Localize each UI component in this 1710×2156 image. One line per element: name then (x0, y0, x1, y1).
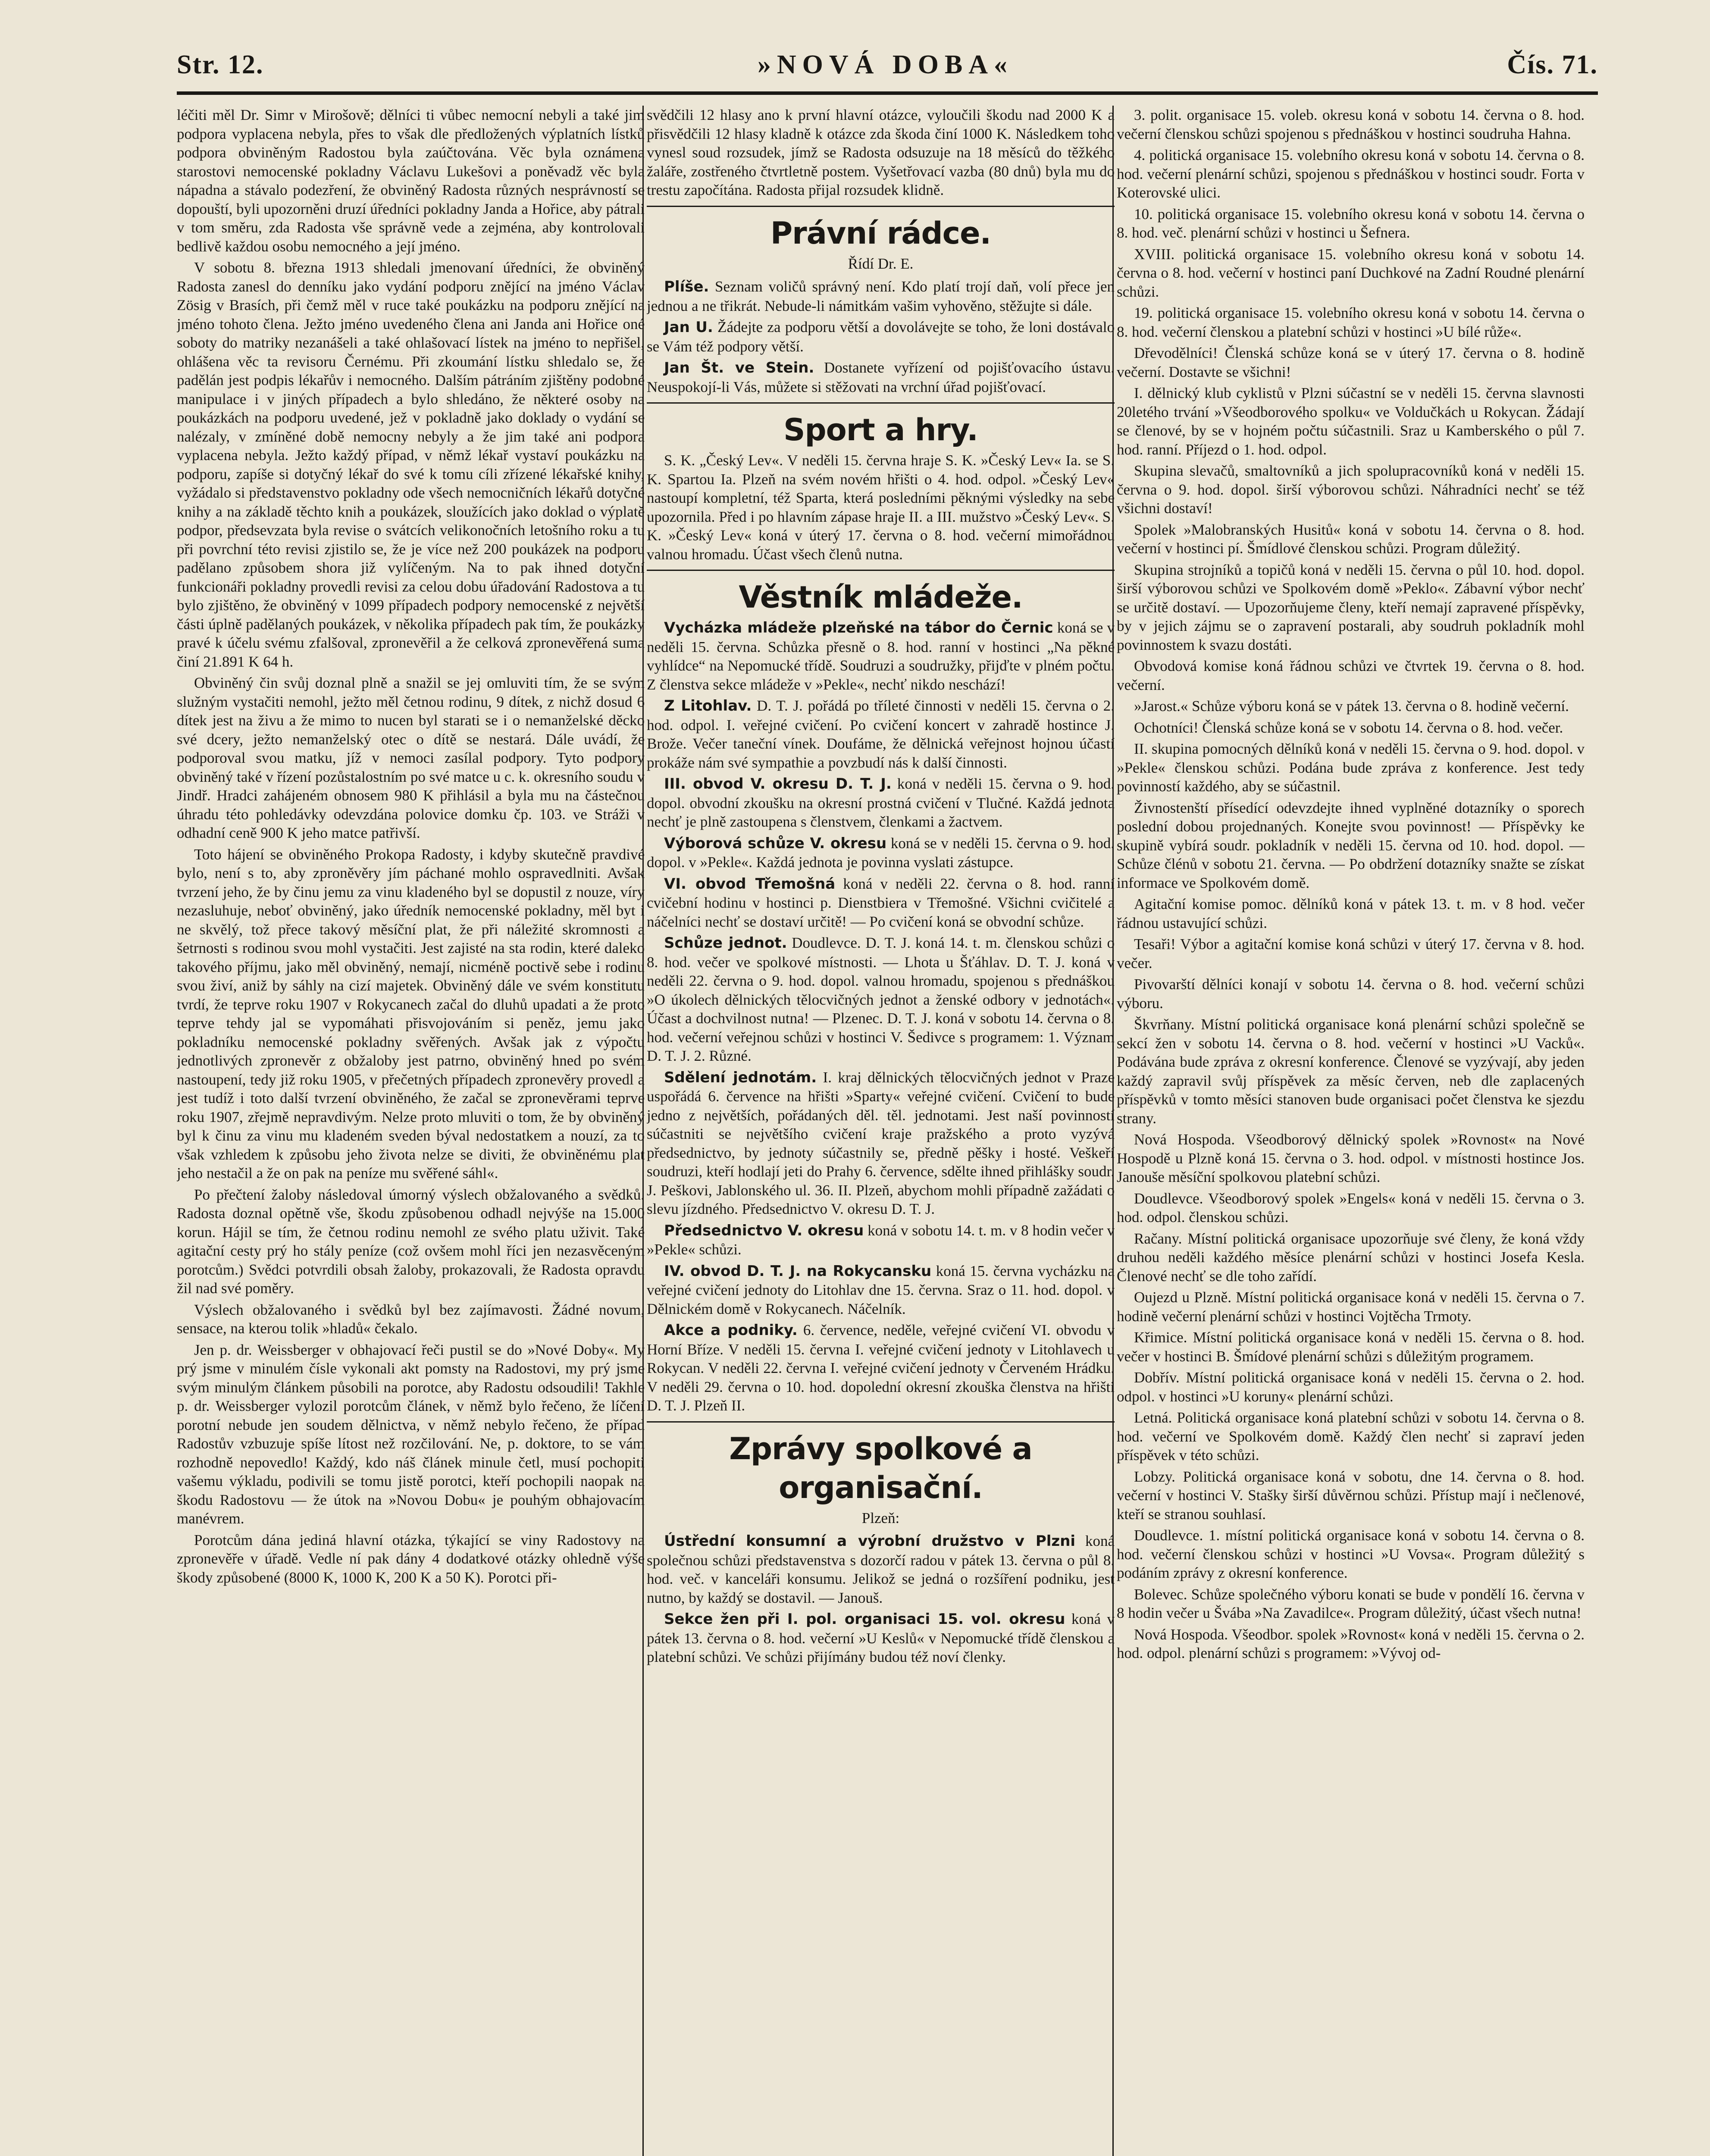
item-text: Dostanete vyřízení od pojišťovacího ústavu. Neuspokojí-li Vás, můžete si stěžovati na vrchní úřad pojišťovací. (647, 359, 1115, 395)
item-lead: Jan U. (664, 319, 713, 336)
section-heading-sport: Sport a hry. (783, 412, 978, 448)
newspaper-title: »NOVÁ DOBA« (757, 50, 1013, 79)
item-lead: Jan Št. ve Stein. (664, 359, 814, 376)
notice-paragraph: 19. politická organisace 15. volebního okresu koná v sobotu 14. června o 8. hod. večerní členskou a platební schůzi v hostinci »U bílé růže«. (1117, 304, 1585, 340)
item-text: koná v pátek 13. června o 8. hod. večerní »U Keslů« v Nepomucké třídě členskou a platební schůzi. Ve schůzi přijímány budou též noví členky. (647, 1611, 1115, 1665)
item-text: Doudlevce. D. T. J. koná 14. t. m. členskou schůzi o 8. hod. večer ve spolkové místnosti. — Lhota u Šťáhlav. D. T. J. koná v neděli 22. června o 9. hod. dopol. valnou hromadu, spojenou s přednáškou »O úkolech dělnických tělocvičných jednot a ženské odbory v jednotách«. Účast a dochvilnost nutna! — Plzenec. D. T. J. koná v sobotu 14. června o 8. hod. večerní veřejnou schůzi v hostinci V. Šedivce s programem: 1. Význam D. T. J. 2. Různé. (647, 934, 1115, 1064)
page-number: Str. 12. (177, 50, 264, 79)
section-subheading: Plzeň: (861, 1509, 900, 1526)
page-header (177, 43, 1598, 86)
item-text: koná 15. června vycházku na veřejné cvičení jednoty do Litohlav dne 15. června. Sraz o 11. hod. dopol. v Dělnickém domě v Rokycanech. Náčelník. (647, 1262, 1115, 1317)
article-paragraph: Porotcům dána jediná hlavní otázka, týkající se viny Radostovy na zpronevěře v úřadě. Vedle ní pak dány 4 dodatkové otázky ohledně výše škody způsobené (8000 K, 1000 K, 200 K a 50 K). Porotci při- (177, 1531, 645, 1586)
section-divider (647, 1421, 1115, 1423)
column-1 (177, 106, 645, 2156)
issue-number: Čís. 71. (1507, 50, 1598, 79)
notice-paragraph: Tesaři! Výbor a agitační komise koná schůzi v úterý 17. června v 8. hod. večer. (1117, 936, 1585, 971)
notice-paragraph: Skupina slevačů, smaltovníků a jich spolupracovníků koná v neděli 15. června o 9. hod. dopol. širší výborovou schůzi. Náhradníci nechť se též všichni dostaví! (1117, 462, 1585, 517)
article-paragraph: Výslech obžalovaného i svědků byl bez zajímavosti. Žádné novum, sensace, na kterou tolik »hladů« čekalo. (177, 1301, 645, 1337)
notice-paragraph: Skupina strojníků a topičů koná v neděli 15. června o půl 10. hod. dopol. širší výborovou schůzi ve Spolkovém domě »Peklo«. Zábavní výbor nechť se určitě dostaví. — Upozorňujeme členy, kteří nemají zapravené příspěvky, by v jejich zájmu se o zapravení postarali, aby soudruh pokladník mohl povinnostem k svazu dostáti. (1117, 561, 1585, 653)
item-text: koná v sobotu 14. t. m. v 8 hodin večer v »Pekle« schůzi. (647, 1222, 1115, 1258)
item-lead: VI. obvod Třemošná (664, 875, 836, 893)
section-heading-pravni-radce: Právní rádce. (770, 215, 991, 251)
notice-paragraph: Pivovarští dělníci konají v sobotu 14. června o 8. hod. večerní schůzi výboru. (1117, 976, 1585, 1012)
section-divider (647, 570, 1115, 571)
notice-paragraph: Dobřív. Místní politická organisace koná v neděli 15. června o 2. hod. odpol. v hostinci »U koruny« plenární schůzi. (1117, 1369, 1585, 1405)
item-lead: Schůze jednot. (664, 934, 787, 952)
notice-paragraph: Obvodová komise koná řádnou schůzi ve čtvrtek 19. června o 8. hod. večerní. (1117, 658, 1585, 693)
section-divider (647, 206, 1115, 207)
notice-paragraph: Račany. Místní politická organisace upozorňuje své členy, že koná vždy druhou neděli každého měsíce plenární schůzi v hostinci Josefa Kesla. Členové nechť se dle toho zařídí. (1117, 1230, 1585, 1285)
section-subheading: Řídí Dr. E. (848, 255, 914, 272)
notice-paragraph: Škvrňany. Místní politická organisace koná plenární schůzi společně se sekcí žen v sobotu 14. června o 8. hod. večerní v hostinci »U Vacků«. Podávána bude zpráva z okresní konference. Členové se vyzývají, aby jeden každý zapravil svůj příspěvek za měsíc červen, neb dle zaplacených příspěvků v tomto měsíci stanoven bude organisaci počet členstva ke sjezdu strany. (1117, 1016, 1585, 1127)
article-paragraph: léčiti měl Dr. Simr v Mirošově; dělníci ti vůbec nemocní nebyli a také jim podpora vyplacena nebyla, přes to však dle předložených výplatních lístků podpora obviněným Radostou byla zaúčtována. Věc byla oznámena starostovi nemocenské pokladny Václavu Lukešovi a poněvadž věc byla nápadna a stávalo podezření, že obviněný Radosta různých nesprávností se dopouští, byli upozorněni druzí úředníci pokladny Janda a Hořice, aby pátrali v tom směru, zda Radosta vše správně vede a zejména, aby kontrolovali bedlivě každou osobu nemocného a její jméno. (177, 107, 645, 255)
item-lead: Vycházka mládeže plzeňské na tábor do Černic (664, 619, 1053, 636)
item-lead: Ústřední konsumní a výrobní družstvo v Plzni (664, 1532, 1076, 1550)
column-3 (1117, 106, 1585, 2156)
notice-paragraph: Agitační komise pomoc. dělníků koná v pátek 13. t. m. v 8 hod. večer řádnou ustavující schůzi. (1117, 896, 1585, 931)
item-lead: Výborová schůze V. okresu (664, 834, 887, 852)
article-paragraph: Po přečtení žaloby následoval úmorný výslech obžalovaného a svědků. Radosta doznal opětně vše, škodu způsobenou odhadl nejvýše na 15.000 korun. Hájil se tím, že četnou rodinu nemohl ze svého platu uživit. Také agitační cesty prý ho stály peníze (což ovšem mohl říci jen nezasvěceným porotcům.) Svědci potvrdili obsah žaloby, prokazovali, že Radosta opravdu žil nad své poměry. (177, 1186, 645, 1297)
item-text: 6. července, neděle, veřejné cvičení VI. obvodu v Horní Bříze. V neděli 15. června I. veřejné cvičení jednoty v Litohlavech u Rokycan. V neděli 22. června I. veřejné cvičení jednoty v Červeném Hrádku. V neděli 29. června o 10. hod. dopolední okresní zkouška členstva na hřišti D. T. J. Plzeň II. (647, 1322, 1115, 1414)
notice-paragraph: 3. polit. organisace 15. voleb. okresu koná v sobotu 14. června o 8. hod. večerní členskou schůzi spojenou s přednáškou v hostinci soudruha Hahna. (1117, 107, 1585, 142)
item-text: koná se v neděli 15. června o 9. hod. dopol. v »Pekle«. Každá jednota je povinna vyslati zástupce. (647, 834, 1115, 871)
notice-paragraph: Oujezd u Plzně. Místní politická organisace koná v neděli 15. června o 7. hodině večerní plenární schůzi v hostinci Vojtěcha Trmoty. (1117, 1289, 1585, 1325)
notice-paragraph: Doudlevce. 1. místní politická organisace koná v sobotu 14. června o 8. hod. večerní členskou schůzi v hostinci »U Vovsa«. Program důležitý s podáním zprávy z okresní konference. (1117, 1527, 1585, 1581)
item-lead: Plíše. (664, 278, 709, 295)
section-heading-zpravy: Zprávy spolkové a organisační. (729, 1431, 1032, 1505)
item-lead: III. obvod V. okresu D. T. J. (664, 775, 892, 793)
article-paragraph: Jen p. dr. Weissberger v obhajovací řeči pustil se do »Nové Doby«. My prý jsme v minulém čísle vykonali akt pomsty na Radostovi, my prý jsme svým minulým článkem působili na porotce, aby Radostu odsoudili! Takhle p. dr. Weissberger vylozil porotcům článek, v němž bylo řečeno, že líčení porotní nebude jen soudem dělnictva, v němž nebylo řečeno, že případ Radostův vzbuzuje spíše lítost než rozčilování. Ne, p. doktore, to se vám rozhodně nepovedlo! Každý, kdo náš článek minule četl, musí pochopiti vašemu výkladu, podivili se tomu jistě porotci, kteří pochopili naopak na škodu Radostovu — že útok na »Novou Dobu« je pouhým obhajovacím manévrem. (177, 1341, 645, 1527)
item-lead: Sekce žen při I. pol. organisaci 15. vol. okresu (664, 1611, 1065, 1628)
section-divider (647, 402, 1115, 404)
item-lead: Akce a podniky. (664, 1322, 798, 1339)
notice-paragraph: Živnostenští přísedící odevzdejte ihned vyplněné dotazníky o sporech poslední dobou projednaných. Konejte svou povinnost! — Příspěvky ke skupině vybírá soudr. pokladník v neděli 15. června od 10. hod. dopol. — Schůze člénů v sobotu 21. června. — Po obdržení dotazníky snažte se získat informace ve Spolkovém domě. (1117, 799, 1585, 891)
notice-paragraph: Lobzy. Politická organisace koná v sobotu, dne 14. června o 8. hod. večerní v hostinci V. Stašky širší důvěrnou schůzi. Přístup mají i nečlenové, kteří se stranou souhlasí. (1117, 1468, 1585, 1523)
article-paragraph: svědčili 12 hlasy ano k první hlavní otázce, vyloučili škodu nad 2000 K a přisvědčili 12 hlasy kladně k otázce zda škoda činí 1000 K. Následkem toho vynesl soud rozsudek, jímž se Radosta odsuzuje na 18 měsíců do těžkého žaláře, zostřeného čtvrtletně postem. Vyšetřovací vazba (80 dnů) byla mu do trestu započítána. Radosta přijal rozsudek klidně. (647, 107, 1115, 198)
notice-paragraph: 10. politická organisace 15. volebního okresu koná v sobotu 14. června o 8. hod. več. plenární schůzi v hostinci u Šefnera. (1117, 205, 1585, 241)
notice-paragraph: Spolek »Malobranských Husitů« koná v sobotu 14. června o 8. hod. večerní v hostinci pí. Šmídlové členskou schůzi. Program důležitý. (1117, 521, 1585, 557)
item-text: koná v neděli 15. června o 9. hod. dopol. obvodní zkoušku na okresní prostná cvičení v Tlučné. Každá jednota nechť je plně zastoupena s členstvem, členkami a žactvem. (647, 775, 1115, 830)
notice-paragraph: 4. politická organisace 15. volebního okresu koná v sobotu 14. června o 8. hod. večerní plenární schůzi, spojenou s přednáškou v hostinci soudr. Forta v Koterovské ulici. (1117, 147, 1585, 201)
item-lead: Sdělení jednotám. (664, 1069, 817, 1086)
header-rule (177, 91, 1598, 95)
item-lead: Předsednictvo V. okresu (664, 1222, 864, 1239)
item-text: Žádejte za podporu větší a dovolávejte se toho, že loni dostávalo se Vám též podpory větší. (647, 319, 1115, 355)
item-text: Seznam voličů správný není. Kdo platí trojí daň, volí přece jen jednou a ne třikrát. Nebude-li námitkám vašim vyhověno, stěžujte si dále. (647, 278, 1115, 314)
notice-paragraph: »Jarost.« Schůze výboru koná se v pátek 13. června o 8. hodině večerní. (1134, 698, 1569, 714)
article-paragraph: Toto hájení se obviněného Prokopa Radosty, i kdyby skutečně pravdivé bylo, není s to, aby zproněvěry jím páchané mohlo ospravedlniti. Avšak tvrzení jeho, že by činu jemu za vinu kladeného byl se dopustil z nouze, víry nezasluhuje, neboť obviněný, jako úředník nemocenské pokladny, měl byt i ne skvělý, tož přece takový měsíční plat, že při náležité skromnosti a šetrnosti s rodinou svou mohl vystačiti. Jest zajisté na sta rodin, které daleko takového příjmu, jako měl obviněný, nemají, nicméně poctivě sebe i rodinu svou živí, aniž by sáhly na cizí majetek. Obviněný dále ve svém konstitutu tvrdí, že teprve roku 1907 v Rokycanech začal do dluhů upadati a že proto teprve tehdy jal se vypomáhati přisvojováním si peněz, jemu jako pokladníku nemocenské pokladny svěřených. Avšak jak z výpočtu jednotlivých zpronevěr z obžaloby jest patrno, obviněný hned po svém nastoupení, tedy již roku 1905, v přečetných případech zpronevěry provedl a jest tudíž i toto další tvrzení obviněného, že začal se zpronevěrami teprve roku 1907, zřejmě nepravdivým. Nelze proto mluviti o tom, že by obviněný byl k činu za vinu mu kladeném sveden býval nedostatkem a nouzí, za to však vzhledem k způsobu jeho života nelze se diviti, že obviněnému plat jeho nestačil a že on pak na peníze mu svěřené sáhl«. (177, 846, 645, 1181)
notice-paragraph: XVIII. politická organisace 15. volebního okresu koná v sobotu 14. června o 8. hod. večerní v hostinci paní Duchkové na Zadní Roudné plenární schůzi. (1117, 245, 1585, 300)
item-lead: IV. obvod D. T. J. na Rokycansku (664, 1262, 932, 1280)
item-text: koná v neděli 22. června o 8. hod. ranní cvičební hodinu v hostinci p. Dienstbiera v Třemošné. Všichni cvičitelé a náčelníci nechť se dostaví určitě! — Po cvičení koná se obvodní schůze. (647, 875, 1115, 930)
notice-paragraph: Bolevec. Schůze společného výboru konati se bude v pondělí 16. června v 8 hodin večer u Švába »Na Zavadilce«. Program důležitý, účast všech nutna! (1117, 1586, 1585, 1621)
item-text: D. T. J. pořádá po tříleté činnosti v neděli 15. června o 2. hod. odpol. I. veřejné cvičení. Po cvičení koncert v zahradě hostince J. Brože. Večer taneční vínek. Doufáme, že dělnická veřejnost hojnou účastí prokáže nám své sympathie a povzbudí nás k další činnosti. (647, 697, 1115, 771)
article-paragraph: V sobotu 8. března 1913 shledali jmenovaní úředníci, že obviněný Radosta zanesl do denníku jako vydání podporu znějící na jméno Václav Zösig v Brasích, při čemž měl v ruce také poukázku na podporu znějící na jméno tohoto člena. Ježto jméno uvedeného člena ani Janda ani Hořice oné soboty do matriky nezanášeli a také ohlašovací lístek na jméno to nepřišel, ohlášena věc ta revisoru Černému. Při zkoumání lístku shledalo se, že padělán jest podpis lékařův i nemocného. Dalším pátráním zjištěny podobné manipulace i v jiných případech a bylo shledáno, že některé osoby na poukázkách na podporu uvedené, jež v pokladně jako doklady o vydání se nalézaly, v zmíněné době nemocny nebyly a že jim také ani podpora vyplacena nebyla. Ježto každý případ, v němž lékař vystaví poukázku na podporu, zapíše si dotyčný lékař do své k tomu cíli zřízené lékařské knihy, vyžádalo si představenstvo pokladny ode všech nemocničních lékařů dotyčné knihy a na základě těchto knih a poukázek, sloužících jako doklad o výplatě podpor, předsevzata byla revise o svátcích velikonočních letošního roku a tu při povrchní této revisi zjistilo se, že je více než 200 poukázek na podporu padělano způsobem shora již vylíčeným. Na to pak ihned dotyční funkcionáři pokladny provedli revisi za celou dobu úřadování Radostova a tu bylo zjištěno, že obviněný v 1099 případech podpory nemocenské z největší části úplně padělaných poukázek, v několika případech pak tím, že poukázky pravé k účelu svému zfalšoval, zpronevěřil a že celková zpronevěřená suma činí 21.891 K 64 h. (177, 259, 645, 670)
article-paragraph: S. K. „Český Lev«. V neděli 15. června hraje S. K. »Český Lev« Ia. se S. K. Spartou Ia. Plzeň na svém novém hřišti o 4. hod. odpol. »Český Lev« nastoupí kompletní, též Sparta, která posledními pěknými výsledky na sebe upozornila. Před i po hlavním zápase hraje II. a III. mužstvo »Český Lev«. S. K. »Český Lev« koná v úterý 17. června o 8. hod. večerní mimořádnou valnou hromadu. Účast všech členů nutna. (647, 452, 1115, 563)
column-2 (647, 106, 1115, 2156)
notice-paragraph: Křimice. Místní politická organisace koná v neděli 15. června o 8. hod. večer v hostinci B. Šmídové plenární schůzi s důležitým programem. (1117, 1329, 1585, 1365)
notice-paragraph: Doudlevce. Všeodborový spolek »Engels« koná v neděli 15. června o 3. hod. odpol. členskou schůzi. (1117, 1190, 1585, 1225)
article-paragraph: Obviněný čin svůj doznal plně a snažil se jej omluviti tím, že se svým služným vystačiti nemohl, ježto měl četnou rodinu, 9 dítek, z nichž dosud 6 dítek jest na živu a že mimo to nucen byl starati se i o nemanželské děcko své dcery, ježto nemanželský otec o dítě se nestará. Dále uvádí, že podporoval svou matku, jíž v nemoci zasílal podpory. Tyto podpory obviněný také v řízení pozůstalostním po své matce u c. k. okresního soudu v Jindř. Hradci zahájeném obnosem 980 K přihlásil a byla mu na částečnou úhradu této pohledávky odevzdána polovice domku čp. 103. ve Stráži v odhadní ceně 900 K jeho matce patřivší. (177, 674, 645, 841)
item-text: I. kraj dělnických tělocvičných jednot v Praze uspořádá 6. července na hřišti »Sparty« veřejné cvičení. Cvičení to bude jedno z největších, pořádaných děl. těl. jednotami. Jest naší povinností súčastniti se největšího cvičení kraje pražského a proto vyzývá předsednictvo, by jednoty súčastnily se, předně pěšky i hosté. Veškeří soudruzi, kteří hodlají jeti do Prahy 6. července, sdělte ihned přihlášky soudr. J. Peškovi, Jablonského ul. 36. II. Plzeň, abychom mohli případně zažádati o slevu jízdného. Předsednictvo V. okresu D. T. J. (647, 1069, 1115, 1217)
notice-paragraph: Nová Hospoda. Všeodbor. spolek »Rovnost« koná v neděli 15. června o 2. hod. odpol. plenární schůzi s programem: »Vývoj od- (1117, 1626, 1585, 1661)
item-text: koná se v neděli 15. června. Schůzka přesně o 8. hod. ranní v hostinci „Na pěkné vyhlídce“ na Nepomucké třídě. Soudruzi a soudružky, přijďte v plném počtu. Z členstva sekce mládeže v »Pekle«, nechť nikdo neschází! (647, 619, 1115, 693)
notice-paragraph: II. skupina pomocných dělníků koná v neděli 15. června o 9. hod. dopol. v »Pekle« členskou schůzi. Podána bude zpráva z konference. Jest tedy povinností každého, aby se súčastnil. (1117, 740, 1585, 795)
notice-paragraph: Dřevodělníci! Členská schůze koná se v úterý 17. června o 8. hodině večerní. Dostavte se všichni! (1117, 345, 1585, 380)
notice-paragraph: Ochotníci! Členská schůze koná se v sobotu 14. června o 8. hod. večer. (1134, 719, 1563, 736)
section-heading-vestnik: Věstník mládeže. (739, 580, 1023, 615)
notice-paragraph: Nová Hospoda. Všeodborový dělnický spolek »Rovnost« na Nové Hospodě u Plzně koná 15. června o 3. hod. odpol. v místnosti hostince Jos. Janouše měsíční spolkovou platební schůzi. (1117, 1131, 1585, 1185)
notice-paragraph: I. dělnický klub cyklistů v Plzni súčastní se v neděli 15. června slavnosti 20letého trvání »Všeodborového spolku« ve Voldučkách u Rokycan. Žádají se členové, by se v hojném počtu súčastnili. Sraz u Kamberského o půl 7. hod. ranní. Příjezd o 1. hod. odpol. (1117, 385, 1585, 458)
notice-paragraph: Letná. Politická organisace koná platební schůzi v sobotu 14. června o 8. hod. večerní ve Spolkovém domě. Každý člen nechť si zapraví jeden příspěvek v této schůzi. (1117, 1409, 1585, 1463)
item-text: koná společnou schůzi představenstva s dozorčí radou v pátek 13. června o půl 8. hod. več. v kanceláři konsumu. Jelikož se jedná o rozšíření podniku, jest nutno, by každý se dostavil. — Janouš. (647, 1532, 1115, 1606)
item-lead: Z Litohlav. (664, 697, 752, 714)
